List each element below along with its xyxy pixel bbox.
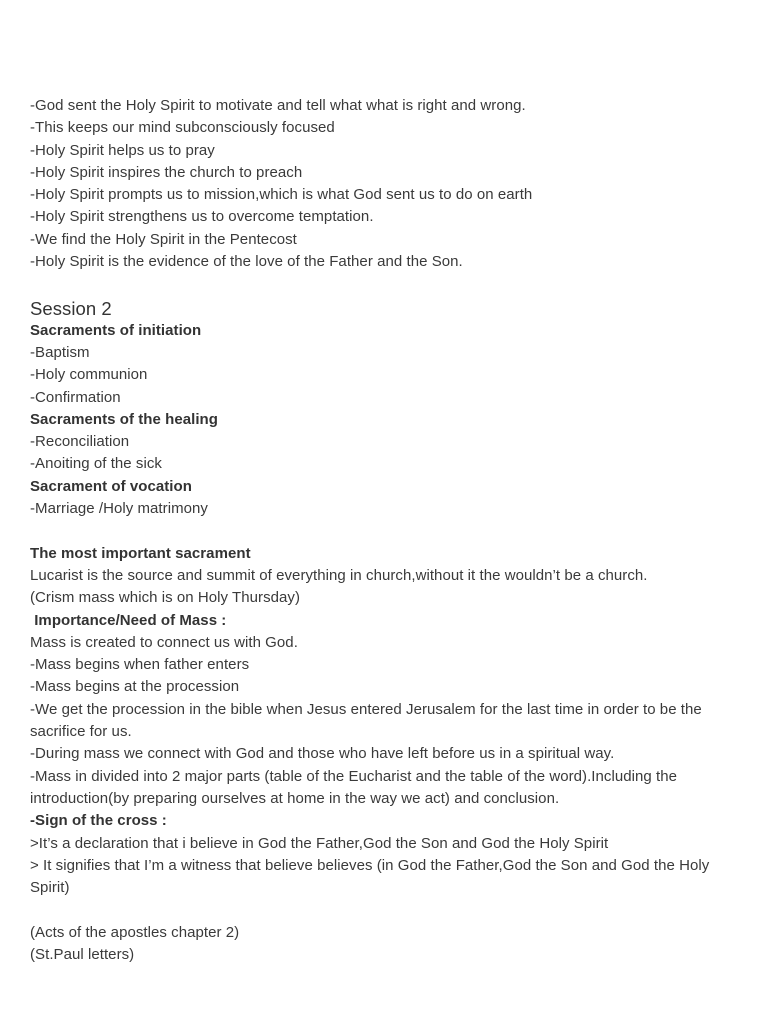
list-item: -This keeps our mind subconsciously focused — [30, 119, 335, 137]
list-item: -Holy Spirit helps us to pray — [30, 141, 215, 159]
list-item: -Holy Spirit inspires the church to preach — [30, 163, 303, 181]
list-item: -God sent the Holy Spirit to motivate and tell what what is right and wrong. — [30, 97, 526, 114]
list-item: -Confirmation — [30, 388, 121, 406]
list-item: -Baptism — [30, 343, 90, 361]
list-item: -Anoiting of the sick — [30, 455, 162, 473]
list-item: -During mass we connect with God and those who have left before us in a spiritual way. — [30, 745, 615, 763]
mass-heading: Importance/Need of Mass : — [30, 611, 227, 629]
list-item: -Holy Spirit strengthens us to overcome temptation. — [30, 208, 374, 226]
list-item: -We find the Holy Spirit in the Pentecost — [30, 230, 297, 248]
list-item: Mass is created to connect us with God. — [30, 633, 298, 651]
important-heading: The most important sacrament — [30, 544, 251, 562]
note-body — [30, 95, 742, 966]
references-section — [30, 922, 742, 967]
lucarist-text: Lucarist is the source and summit of everything in church,without it the wouldn’t be a church. — [30, 566, 648, 584]
blank-line — [30, 899, 742, 921]
cross-heading: -Sign of the cross : — [30, 812, 167, 830]
reference-item: (Acts of the apostles chapter 2) — [30, 923, 240, 941]
healing-heading: Sacraments of the healing — [30, 410, 218, 428]
list-item: >It’s a declaration that i believe in God the Father,God the Son and God the Holy Spirit — [30, 834, 609, 852]
session-title: Session 2 — [30, 297, 112, 319]
list-item: -Holy communion — [30, 366, 148, 384]
list-item: -Mass in divided into 2 major parts (table of the Eucharist and the table of the word).Including the introduction(by preparing ourselves at home in the way we act) and conclusion. — [30, 767, 678, 807]
list-item: -Mass begins at the procession — [30, 678, 240, 696]
important-sacrament-section — [30, 543, 742, 900]
list-item: -Holy Spirit is the evidence of the love of the Father and the Son. — [30, 253, 463, 271]
blank-line — [30, 273, 742, 295]
list-item: -Mass begins when father enters — [30, 656, 250, 674]
crism-text: (Crism mass which is on Holy Thursday) — [30, 589, 301, 607]
list-item: > It signifies that I’m a witness that believe believes (in God the Father,God the Son and God the Holy Spirit) — [30, 856, 710, 897]
reference-item: (St.Paul letters) — [30, 945, 135, 963]
list-item: -We get the procession in the bible when Jesus entered Jerusalem for the last time in order to be the sacrifice for us. — [30, 700, 702, 741]
sacraments-section — [30, 320, 742, 521]
list-item: -Holy Spirit prompts us to mission,which is what God sent us to do on earth — [30, 186, 533, 204]
list-item: -Marriage /Holy matrimony — [30, 500, 208, 518]
vocation-heading: Sacrament of vocation — [30, 477, 192, 495]
holy-spirit-section — [30, 95, 742, 273]
list-item: -Reconciliation — [30, 433, 130, 451]
blank-line — [30, 520, 742, 542]
initiation-heading: Sacraments of initiation — [30, 321, 202, 339]
